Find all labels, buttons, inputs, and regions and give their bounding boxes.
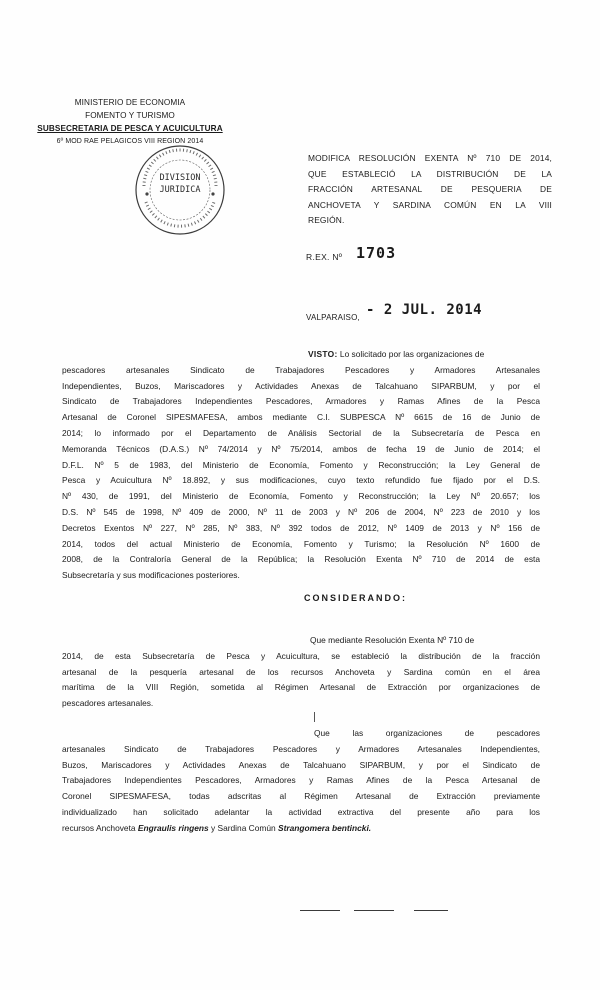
signature-stroke	[414, 910, 448, 911]
paragraph-first-line: Que las organizaciones de pescadores	[314, 728, 540, 738]
paragraph-line: Coronel SIPESMAFESA, todas adscritas al Régimen Artesanal de Extracción previamente	[62, 791, 540, 802]
title-line: REGIÓN.	[308, 215, 345, 225]
subsecretaria-name: SUBSECRETARIA DE PESCA Y ACUICULTURA	[37, 124, 223, 133]
visto-paragraph	[62, 347, 540, 584]
signature-stroke	[300, 910, 340, 911]
species-name-sardina: Strangomera bentincki.	[278, 822, 372, 833]
seal-label	[150, 172, 210, 196]
margin-mark	[314, 712, 315, 722]
visto-line: D.S. Nº 545 de 1998, Nº 409 de 2000, Nº 11 de 2003 y Nº 206 de 2004, Nº 223 de 2010 y los	[62, 506, 540, 517]
resolution-place: VALPARAISO,	[306, 313, 360, 322]
visto-line: 2014, todos del actual Ministerio de Economía, Fomento y Turismo; la Resolución Nº 1600 de	[62, 538, 540, 549]
ministry-name: MINISTERIO DE ECONOMIA	[74, 98, 186, 107]
visto-line: Nº 430, de 1991, del Ministerio de Economía, Fomento y Reconstrucción; la Ley Nº 20.657; los	[62, 491, 540, 502]
visto-line: pescadores artesanales Sindicato de Trabajadores Pescadores y Armadores Artesanales	[62, 364, 540, 375]
visto-line: Sindicato de Trabajadores Independientes Pescadores, Armadores y Ramas Afines de la Pesca	[62, 396, 540, 407]
resolution-date: - 2 JUL. 2014	[366, 302, 483, 318]
department-code: 6º MOD RAE PELAGICOS VIII REGION 2014	[56, 138, 204, 145]
visto-line: D.F.L. Nº 5 de 1983, del Ministerio de Economía, Fomento y Reconstrucción; la Ley General de	[62, 459, 540, 470]
paragraph-line: pescadores artesanales.	[62, 698, 154, 709]
visto-line: Independientes, Buzos, Mariscadores y Actividades Anexas de Talcahuano SIPARBUM, y por el	[62, 380, 540, 391]
signature-stroke	[354, 910, 394, 911]
paragraph-line: marítima de la VIII Región, sometida al Régimen Artesanal de Extracción por organizaciones de	[62, 682, 540, 693]
title-line: ANCHOVETA Y SARDINA COMÚN EN LA VIII	[308, 199, 552, 210]
visto-first-line	[62, 347, 540, 363]
visto-first-text: Lo solicitado por las organizaciones de	[339, 349, 485, 359]
visto-line: Subsecretaría y sus modificaciones posteriores.	[62, 570, 240, 581]
title-line: MODIFICA RESOLUCIÓN EXENTA Nº 710 DE 2014,	[308, 153, 552, 163]
visto-line: Memoranda Técnicos (D.A.S.) Nº 74/2014 y Nº 75/2014, ambos de fecha 19 de Junio de 2014; el	[62, 443, 540, 454]
visto-line: Pesca y Acuicultura Nº 18.892, y sus modificaciones, cuyo texto refundido fue fijado por el D.S.	[62, 475, 540, 486]
paragraph-line: artesanales Sindicato de Trabajadores Pescadores y Armadores Artesanales Independientes,	[62, 743, 540, 754]
considerando-heading: CONSIDERANDO:	[304, 593, 408, 603]
title-line: QUE ESTABLECIÓ LA DISTRIBUCIÓN DE LA	[308, 168, 552, 179]
paragraph-line: Trabajadores Independientes Pescadores, Armadores y Ramas Afines de la Pesca Artesanal de	[62, 775, 540, 786]
title-line: FRACCIÓN ARTESANAL DE PESQUERIA DE	[308, 184, 552, 194]
paragraph-last-line	[62, 821, 540, 837]
paragraph-line: 2014, de esta Subsecretaría de Pesca y Acuicultura, se estableció la distribución de la fracción	[62, 650, 540, 661]
visto-line: Decretos Exentos Nº 227, Nº 285, Nº 383, Nº 392 todos de 2012, Nº 1409 de 2013 y Nº 156 de	[62, 522, 540, 533]
text-middle: y Sardina Común	[208, 822, 279, 833]
paragraph-line: artesanal de la pesquería artesanal de los recursos Anchoveta y Sardina común en el área	[62, 666, 540, 677]
seal-line-1: DIVISION	[159, 173, 201, 183]
paragraph-line: Buzos, Mariscadores y Actividades Anexas de Talcahuano SIPARBUM, y por el Sindicato de	[62, 759, 540, 770]
visto-line: Artesanal de Coronel SIPESMAFESA, ambos mediante C.I. SUBPESCA Nº 6615 de 16 de Junio de	[62, 412, 540, 423]
species-name-anchoveta: Engraulis ringens	[137, 822, 209, 833]
visto-label: VISTO:	[308, 349, 338, 359]
resolution-number: 1703	[356, 244, 397, 262]
resolution-label: R.EX. Nº	[306, 252, 343, 262]
considerando-paragraph-2	[62, 726, 540, 837]
paragraph-first-line: Que mediante Resolución Exenta Nº 710 de	[310, 635, 475, 645]
considerando-paragraph-1	[62, 633, 540, 712]
paragraph-line: individualizado han solicitado adelantar la actividad extractiva del presente año para los	[62, 806, 540, 817]
seal-line-2: JURIDICA	[159, 185, 201, 195]
ministry-subtitle: FOMENTO Y TURISMO	[85, 111, 175, 120]
text-prefix: recursos Anchoveta	[62, 822, 138, 833]
resolution-title	[308, 151, 552, 229]
visto-line: 2008, de la Contraloría General de la República; la Resolución Exenta Nº 710 de 2014 de esta	[62, 554, 540, 565]
visto-line: 2014; lo informado por el Departamento de Análisis Sectorial de la Subsecretaría de Pesca en	[62, 427, 540, 438]
